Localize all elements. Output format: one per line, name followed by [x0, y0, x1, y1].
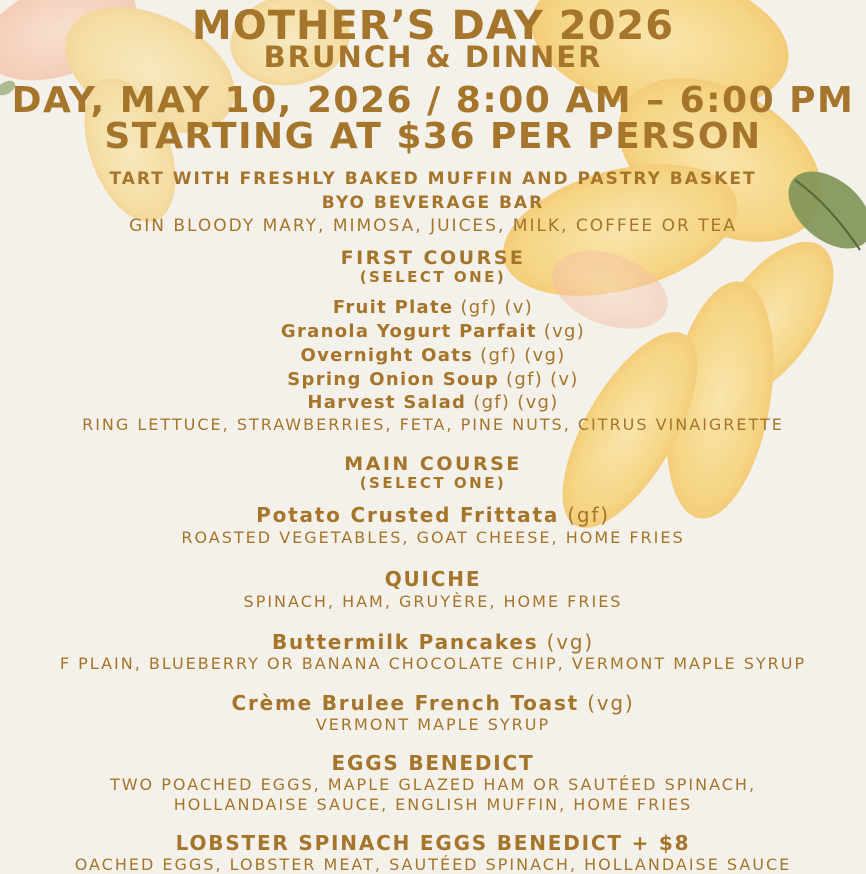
item-tags: (gf) (v)	[499, 369, 579, 390]
item-name: Granola Yogurt Parfait	[280, 321, 537, 342]
item-tags: (gf)	[559, 503, 610, 527]
intro-line-3: GIN BLOODY MARY, MIMOSA, JUICES, MILK, COFFEE OR TEA	[129, 216, 737, 236]
menu-item	[0, 693, 866, 713]
page-subtitle: BRUNCH & DINNER	[263, 40, 603, 74]
menu-item	[0, 347, 866, 365]
item-tags: (gf) (vg)	[466, 392, 559, 413]
menu-item: LOBSTER SPINACH EGGS BENEDICT + $8	[175, 831, 691, 855]
date-line: DAY, MAY 10, 2026 / 8:00 AM – 6:00 PM	[11, 80, 855, 121]
main-course-title: MAIN COURSE	[344, 453, 522, 475]
intro-line-2: BYO BEVERAGE BAR	[321, 193, 545, 213]
item-name: Buttermilk Pancakes	[272, 630, 539, 654]
item-name: Fruit Plate	[332, 297, 454, 318]
item-tags: (vg)	[579, 691, 635, 715]
page-title: MOTHER’S DAY 2026	[191, 3, 675, 49]
item-name: Overnight Oats	[300, 345, 474, 366]
menu-item: QUICHE	[384, 567, 482, 591]
item-description: TWO POACHED EGGS, MAPLE GLAZED HAM OR SAUTÉED SPINACH,	[109, 775, 757, 794]
intro-line-1: TART WITH FRESHLY BAKED MUFFIN AND PASTRY BASKET	[109, 169, 757, 189]
item-name: Potato Crusted Frittata	[256, 503, 560, 527]
first-course-title: FIRST COURSE	[340, 247, 526, 269]
item-description: VERMONT MAPLE SYRUP	[315, 715, 551, 734]
price-line: STARTING AT $36 PER PERSON	[104, 116, 762, 157]
item-description: SPINACH, HAM, GRUYÈRE, HOME FRIES	[243, 592, 623, 611]
first-course-note: (SELECT ONE)	[359, 268, 507, 286]
item-name: Harvest Salad	[307, 392, 467, 413]
main-course-note: (SELECT ONE)	[359, 474, 507, 492]
item-tags: (vg)	[538, 630, 594, 654]
item-description: OACHED EGGS, LOBSTER MEAT, SAUTÉED SPINACH, HOLLANDAISE SAUCE	[74, 855, 792, 874]
menu-item	[0, 323, 866, 341]
item-tags: (vg)	[536, 321, 586, 342]
item-tags: (gf) (v)	[453, 297, 534, 318]
salad-description: RING LETTUCE, STRAWBERRIES, FETA, PINE NUTS, CITRUS VINAIGRETTE	[82, 415, 784, 434]
item-name: Crème Brulee French Toast	[231, 691, 580, 715]
item-description: HOLLANDAISE SAUCE, ENGLISH MUFFIN, HOME FRIES	[173, 795, 693, 814]
item-description: F PLAIN, BLUEBERRY OR BANANA CHOCOLATE CHIP, VERMONT MAPLE SYRUP	[59, 654, 807, 673]
menu-item	[0, 371, 866, 389]
menu-item	[0, 505, 866, 525]
item-tags: (gf) (vg)	[473, 345, 566, 366]
menu-item	[0, 632, 866, 652]
menu-item	[0, 394, 866, 412]
menu-item: EGGS BENEDICT	[331, 751, 535, 775]
menu-item	[0, 299, 866, 317]
item-name: Spring Onion Soup	[287, 369, 500, 390]
item-description: ROASTED VEGETABLES, GOAT CHEESE, HOME FRIES	[181, 528, 685, 547]
